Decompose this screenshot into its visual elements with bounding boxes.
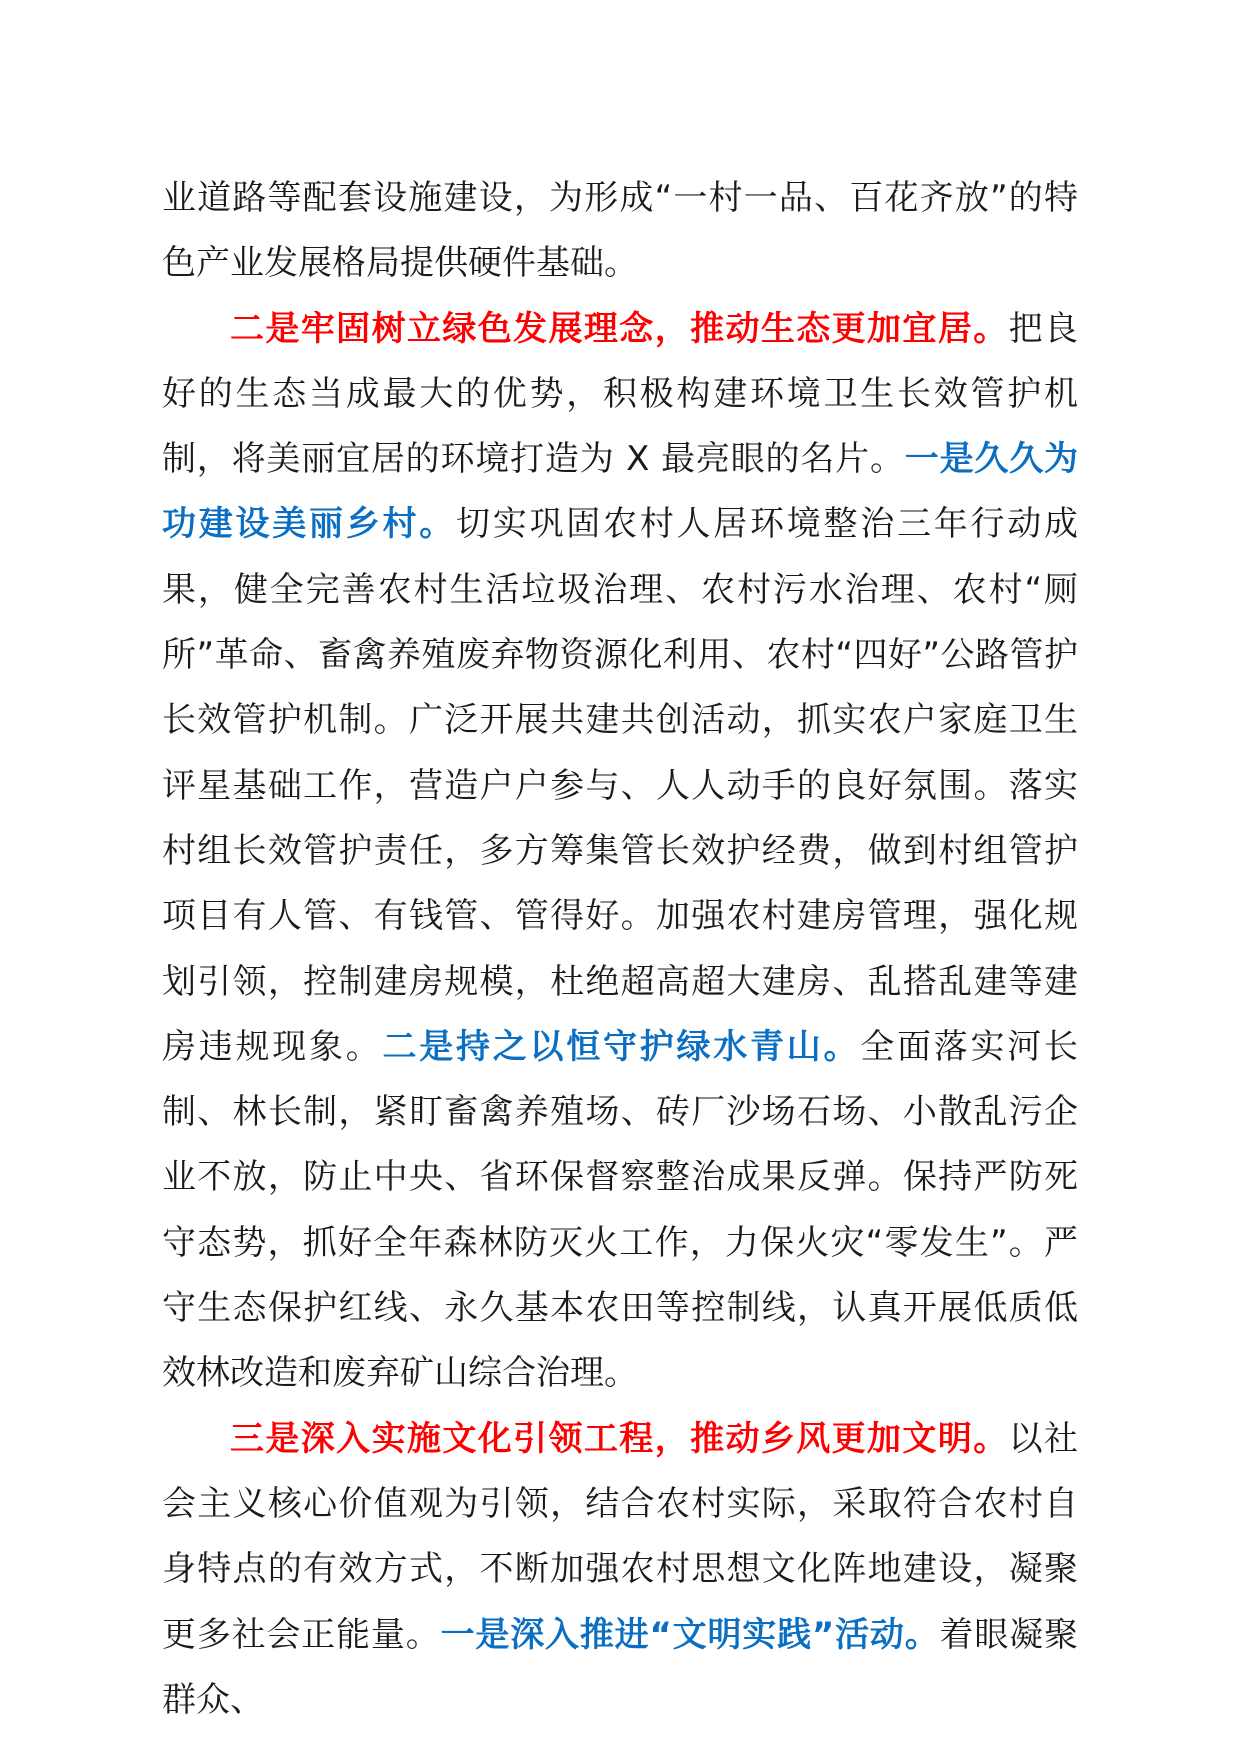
body-text: 全面落实河长制、林长制，紧盯畜禽养殖场、砖厂沙场石场、小散乱污企业不放，防止中央、省环保督察整治成果反弹。保持严防死守态势，抓好全年森林防灭火工作，力保火灾“零发生”。严守生态保护红线、永久基本农田等控制线，认真开展低质低效林改造和废弃矿山综合治理。 xyxy=(162,1026,1078,1394)
section-heading-culture: 三是深入实施文化引领工程，推动乡风更加文明。 xyxy=(230,1418,1009,1459)
body-text: 以社会主义核心价值观为引领，结合农村实际，采取符合农村自身特点的有效方式，不断加强农村思想文化阵地建设，凝聚更多社会正能量。 xyxy=(162,1418,1079,1655)
body-text: 把良好的生态当成最大的优势，积极构建环境卫生长效管护机制，将美丽宜居的环境打造为 X 最亮眼的名片。 xyxy=(162,308,1079,480)
body-text: 切实巩固农村人居环境整治三年行动成果，健全完善农村生活垃圾治理、农村污水治理、农村“厕所”革命、畜禽养殖废弃物资源化利用、农村“四好”公路管护长效管护机制。广泛开展共建共创活动，抓实农户家庭卫生评星基础工作，营造户户参与、人人动手的良好氛围。落实村组长效管护责任，多方筹集管长效护经费，做到村组管护项目有人管、有钱管、管得好。加强农村建房管理，强化规划引领，控制建房规模，杜绝超高超大建房、乱搭乱建等建房违规现象。 xyxy=(162,504,1078,1067)
body-text: 着眼凝聚群众、 xyxy=(162,1614,1079,1720)
sub-heading-green-mountains: 二是持之以恒守护绿水青山。 xyxy=(382,1026,861,1067)
document-body xyxy=(162,166,1078,1733)
paragraph-culture xyxy=(162,1407,1078,1733)
paragraph-ecology xyxy=(162,297,1078,1407)
sub-heading-beautiful-village: 一是久久为功建设美丽乡村。 xyxy=(162,439,1079,545)
sub-heading-civilized-practice: 一是深入推进“文明实践”活动。 xyxy=(440,1614,940,1655)
paragraph-continuation xyxy=(162,166,1078,297)
section-heading-ecology: 二是牢固树立绿色发展理念，推动生态更加宜居。 xyxy=(230,308,1009,349)
body-text: 业道路等配套设施建设，为形成“一村一品、百花齐放”的特色产业发展格局提供硬件基础。 xyxy=(162,178,1078,284)
